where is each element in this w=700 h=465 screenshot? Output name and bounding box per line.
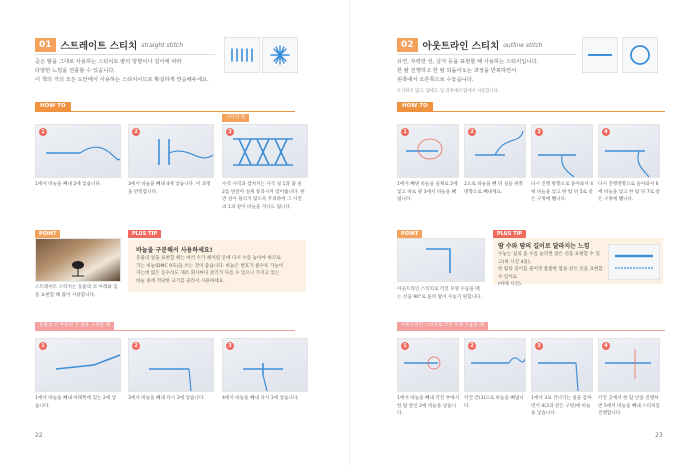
plus-tip-title: 바늘을 구분해서 사용하세요! — [136, 247, 213, 254]
bottom-tag-rule — [35, 330, 295, 331]
bottom-step-caption-1: 1에서 바늘을 빼내 아래쪽에 있는 2에 넣습니다. — [35, 396, 117, 409]
step-badge: 2 — [468, 342, 476, 350]
intro-text: 곧은 땀을 그대로 사용하는 스티치로 땀의 방향이나 길이에 따라 다양한 느낌을 연출할 수 있습니다. 이 책의 거의 모든 도안에서 사용하는 스티치이므로 확실하게 연습해두세요. — [35, 59, 209, 83]
section-number: 02 — [397, 38, 418, 52]
step-caption-2: 3에서 바늘을 빼내 4에 넣습니다. 이 과정을 반복합니다. — [128, 182, 211, 195]
section-title-en: outline stitch — [503, 41, 543, 49]
right-page — [350, 0, 700, 465]
bottom-step-caption-1: 1에서 바늘을 빼내 각진 부에서 한 땀 앞인 2에 바늘을 넣습니다. — [397, 396, 460, 416]
page-number: 23 — [655, 432, 663, 439]
plus-tip-text: 동물의 얼을 표현할 때는 여러 수가 해처럼 곳에 다시 수를 놓아야 하므로 가는 바늘(DMC 9호)을 쓰는 것이 좋습니다. 바늘은 번호가 클수록 가늘어 지는데 얇은 동수라도 제조 회사마다 굵기가 다를 수 있으니 가지고 있는 바늘 중에 적당한 크기를 골라서 사용하세요. — [136, 256, 284, 284]
step-badge: 1 — [401, 342, 409, 350]
howto-rule — [35, 111, 295, 112]
page-number: 22 — [35, 432, 43, 439]
bottom-step-caption-3: 4에서 바늘을 빼내 다시 3에 넣습니다. — [222, 396, 299, 401]
section-header — [397, 38, 542, 52]
section-title-en: straight stitch — [141, 41, 184, 49]
step-photo-4 — [598, 124, 660, 178]
plus-tip-title: 땀 수와 땀의 길이로 달라지는 느낌 — [498, 243, 590, 250]
bottom-step-photo-1 — [397, 338, 459, 392]
step-photo-3 — [222, 124, 308, 178]
step-caption-3: 다시 진행 방향으로 돌아와서 4에 바늘을 넣고 한 땀 뒤 5로 같은 구멍에 뺍니다. — [531, 182, 594, 202]
step-photo-3 — [531, 124, 593, 178]
section-title: 아웃트라인 스티치 — [422, 41, 500, 52]
bottom-section-tag: 동물의 코 부분의 긴 실을 고정할 때 — [35, 322, 114, 330]
step-caption-1: 1에서 바늘을 빼내 2에 넣습니다. — [35, 182, 102, 187]
bottom-step-caption-3: 1에서 3로 건너가는 실을 감싸면서 4(3과 같은 구멍)에 바늘을 넣습니다. — [531, 396, 592, 416]
bottom-step-photo-2 — [464, 338, 526, 392]
step-badge: 1 — [39, 342, 47, 350]
plus-tip-text: 수놓는 실의 올 수를 늘리면 굵은 선을 표현할 수 있고(위 사진 4올), 한 땀의 길이를 줄이면 촘촘한 땀을 같은 선을 표현할 수 있어요 (아래 사진). — [498, 252, 603, 287]
point-tag: POINT — [397, 230, 422, 238]
howto-label: HOW TO — [35, 102, 71, 111]
bottom-step-photo-4 — [598, 338, 660, 392]
plus-tip-sample-photo — [608, 244, 660, 280]
howto-label: HOW TO — [397, 102, 433, 111]
bottom-step-photo-2 — [128, 338, 214, 392]
point-caption: 스트레이트 스티치는 동물의 코 아래와 입을 표현할 때 많이 사용합니다. — [35, 285, 118, 298]
bottom-step-caption-2: 3에서 바늘을 빼내 다시 3에 넣습니다. — [128, 396, 205, 401]
step-caption-3: 수직 사직과 겹쳐지는 사직 실 1과 꿈 실 2를 번갈아 실제 통과시켜 엮어줍니다. 한 번 실이 풀리지 않도록 주의하며 그 사진의 1과 같이 바늘을 지나도 됩니다. — [222, 182, 305, 210]
variant-tag: 사다리 땀 — [222, 114, 249, 122]
section-header — [35, 38, 183, 52]
step-caption-1: 1에서 빼낸 바늘을 실제로 2에 넣고 바로 옆 3에서 바늘을 빼냅니다. — [397, 182, 458, 202]
step-badge: 1 — [39, 128, 47, 136]
step-photo-2 — [128, 124, 214, 178]
bottom-tag-rule — [397, 330, 665, 331]
step-badge: 4 — [602, 128, 610, 136]
bottom-step-photo-1 — [35, 338, 121, 392]
step-badge: 4 — [602, 342, 610, 350]
bottom-step-caption-2: 각진 끝(3)으로 바늘을 빼냅니다. — [464, 396, 524, 409]
header-underline — [397, 54, 577, 55]
section-number: 01 — [35, 38, 56, 52]
sample-star-burst — [262, 37, 298, 73]
step-badge: 2 — [132, 342, 140, 350]
sample-outline-line — [582, 37, 618, 73]
step-badge: 2 — [132, 128, 140, 136]
point-photo-corner — [397, 238, 485, 282]
step-badge: 3 — [535, 128, 543, 136]
step-badge: 3 — [535, 342, 543, 350]
step-badge: 1 — [401, 128, 409, 136]
plus-tip-tag: PLUS TIP — [493, 230, 526, 238]
plus-tip-tag: PLUS TIP — [128, 230, 161, 238]
step-photo-2 — [464, 124, 526, 178]
sample-outline-circle — [622, 37, 658, 73]
step-badge: 3 — [226, 342, 234, 350]
bottom-step-photo-3 — [531, 338, 593, 392]
intro-text: 유연, 부력한 선, 금자 등을 표현할 때 사용하는 스티치입니다. 한 땀 진행하고 한 땀 되돌아오는 과정을 반복하면서 왼쪽에서 오른쪽으로 수놓습니다. — [397, 59, 539, 83]
step-badge: 3 — [226, 128, 234, 136]
intro-note: 포기하지 않고, 땀에도 입 과정에서 땀에서 사용합니다. — [397, 89, 500, 94]
point-photo-fox — [35, 238, 121, 282]
step-caption-2: 2으로 바늘을 뺀 뒤 실을 위쪽 방향으로 빼내세요. — [464, 182, 524, 195]
bottom-section-tag: 아웃트라인 스티치로 각진 모양 수놓을 때 — [397, 322, 488, 330]
howto-rule — [397, 111, 665, 112]
bottom-step-caption-4: 각진 곳에서 한 땀 안을 진행하면 5에서 바늘을 빼내 스티치를 진행합니다. — [598, 396, 661, 416]
point-tag: POINT — [35, 230, 60, 238]
section-title: 스트레이트 스티치 — [60, 41, 138, 52]
point-caption: 아웃트라인 스티치로 각진 모양 수놓을 때는 선을 90°로 돌려 땀이 수놓기 편합니다. — [397, 287, 482, 300]
step-photo-1 — [397, 124, 459, 178]
bottom-step-photo-3 — [222, 338, 308, 392]
step-photo-1 — [35, 124, 121, 178]
step-caption-4: 다시 진행방향으로 돌아와서 6에 바늘을 넣고 한 땀 뒤 7로 같은 구멍에 뺍니다. — [598, 182, 660, 202]
sample-straight-lines — [224, 37, 260, 73]
step-badge: 2 — [468, 128, 476, 136]
header-underline — [35, 54, 215, 55]
